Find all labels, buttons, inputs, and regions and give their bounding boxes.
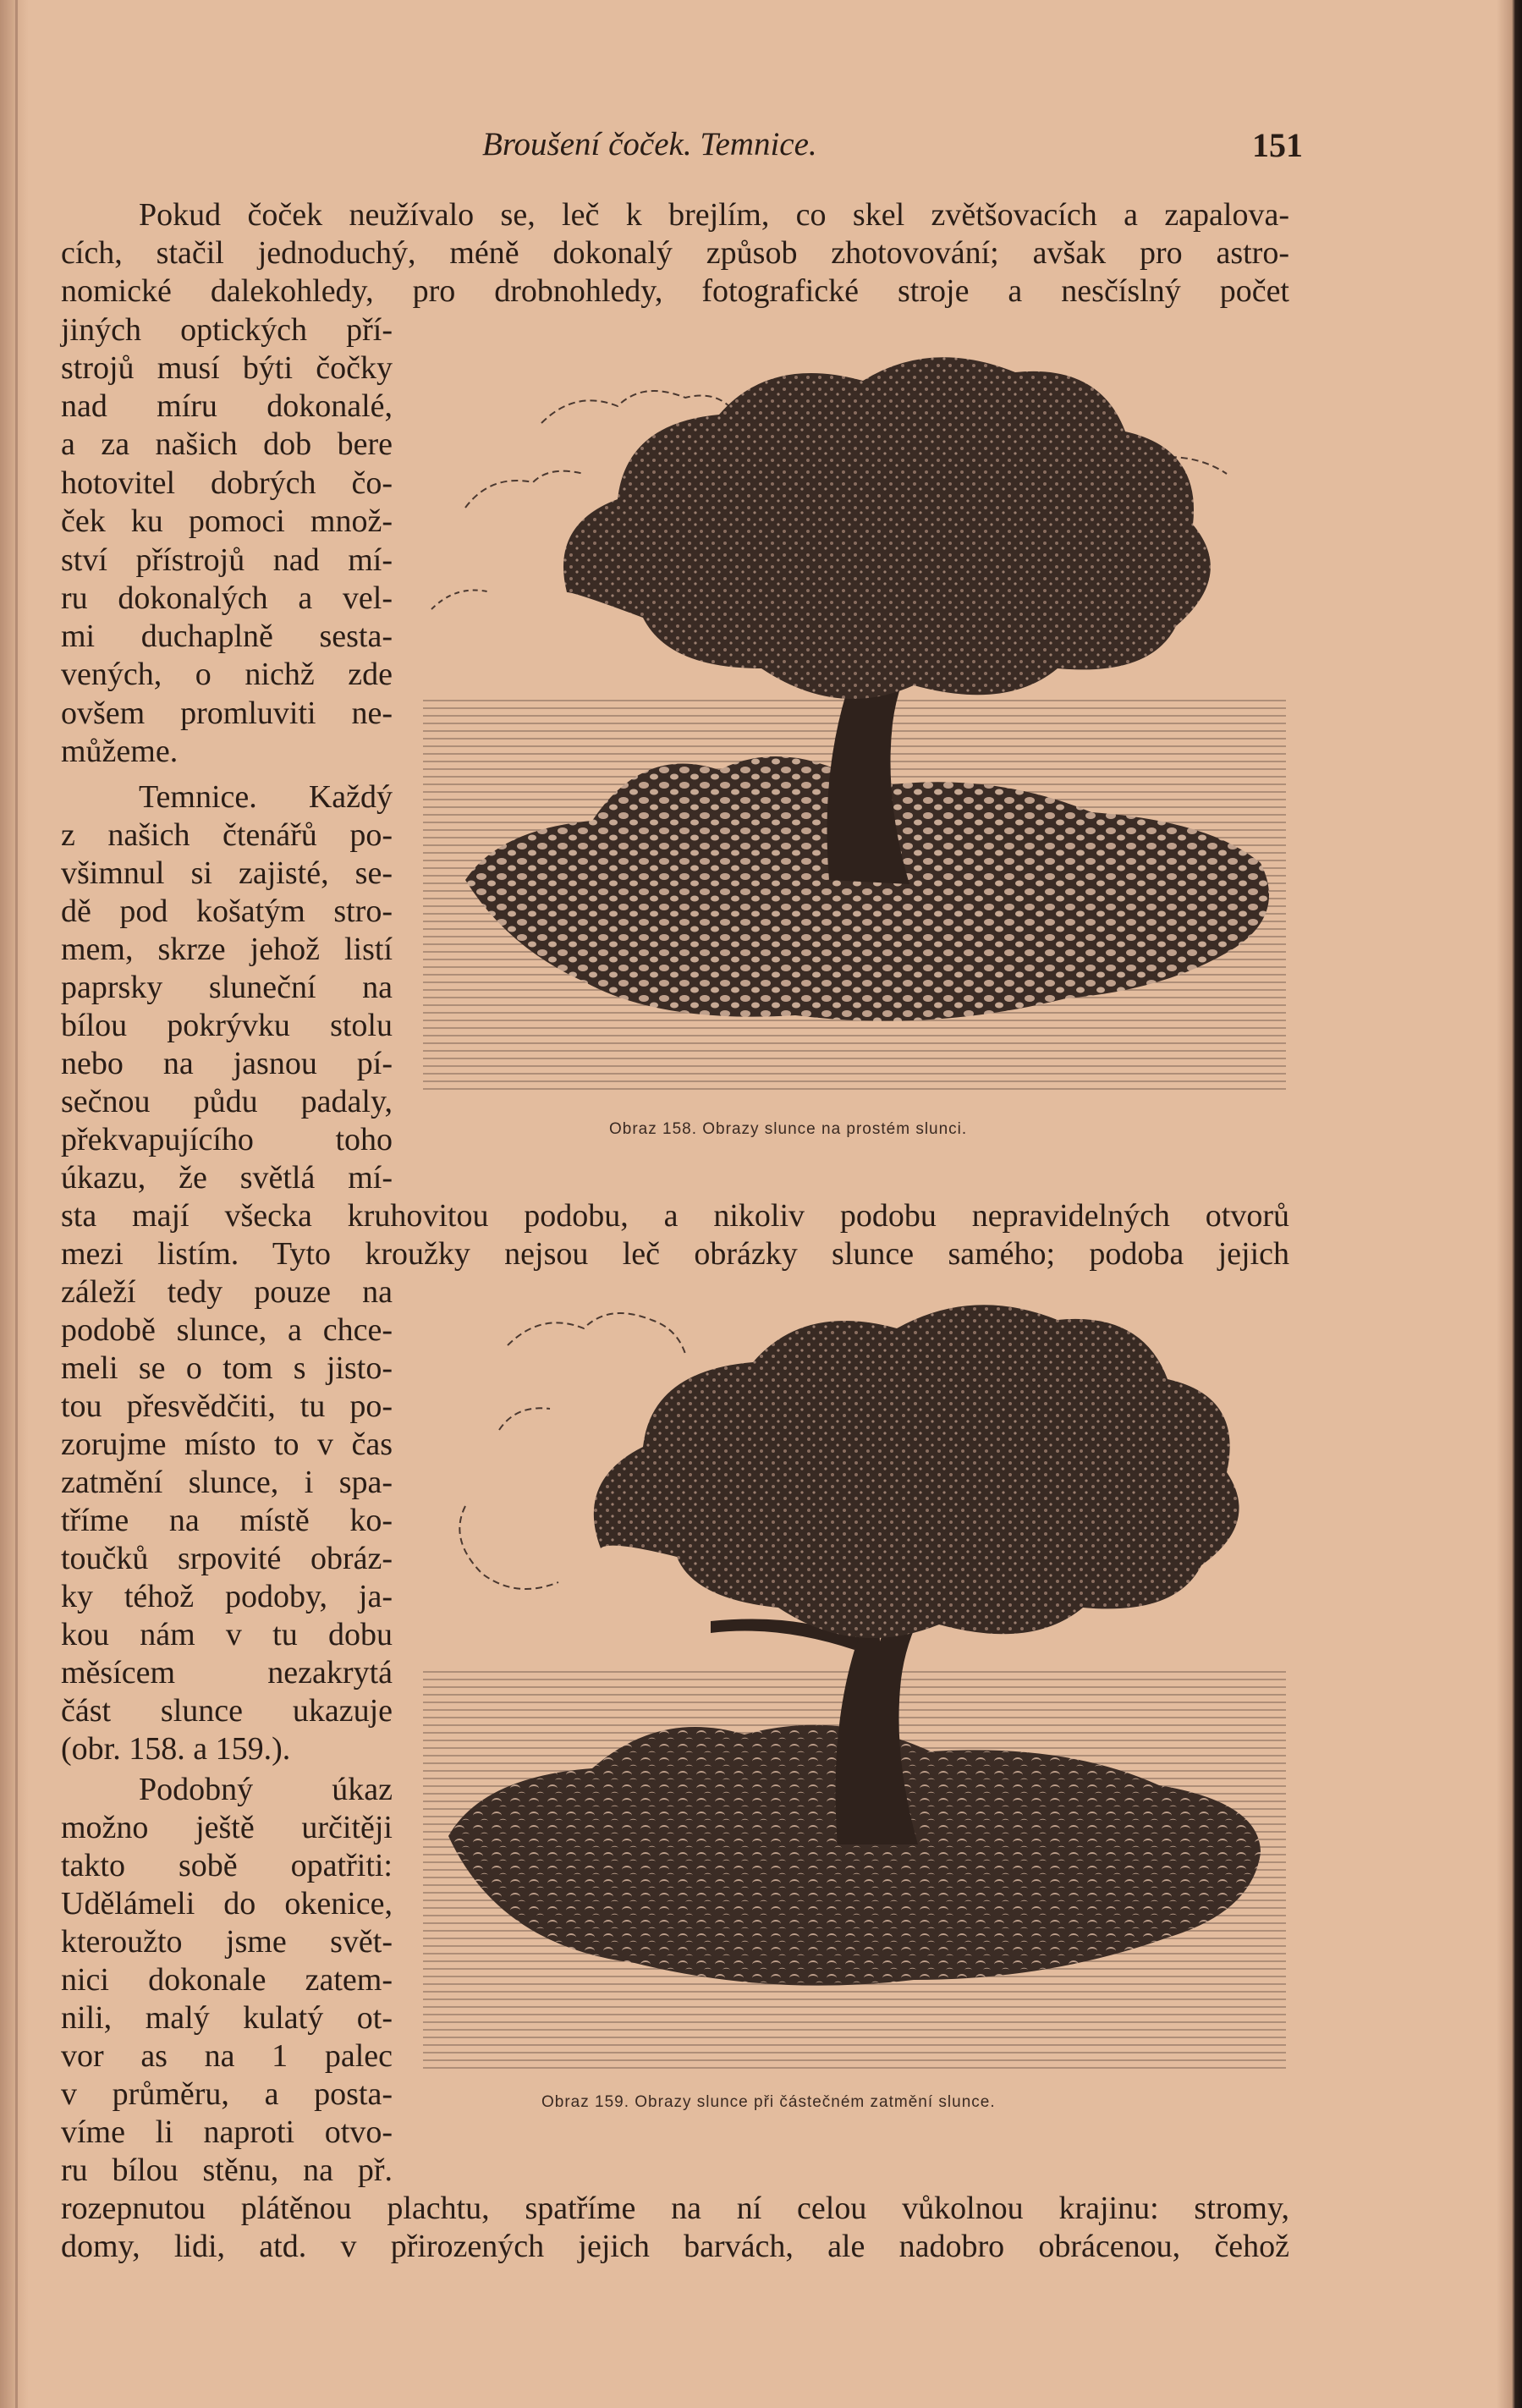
text-line: bílou pokrývku stolu	[61, 1008, 393, 1043]
text-line: překvapujícího toho	[61, 1122, 393, 1157]
page-number: 151	[1252, 126, 1303, 164]
text-line: ovšem promluviti ne-	[61, 695, 393, 731]
text-line: nili, malý kulatý ot-	[61, 2000, 393, 2036]
text-line: domy, lidi, atd. v přirozených jejich barvách, ale nadobro obrácenou, čehož	[61, 2229, 1289, 2264]
text-line: nomické dalekohledy, pro drobnohledy, fotografické stroje a nesčíslný počet	[61, 273, 1289, 309]
text-line: tříme na místě ko-	[61, 1503, 393, 1538]
text-line: ky téhož podoby, ja-	[61, 1579, 393, 1614]
text-line: mezi listím. Tyto kroužky nejsou leč obrázky slunce samého; podoba jejich	[61, 1236, 1289, 1272]
text-line: paprsky sluneční na	[61, 970, 393, 1005]
text-line: Pokud čoček neužívalo se, leč k brejlím, co skel zvětšovacích a zapalova-	[139, 197, 1289, 233]
text-line: ru dokonalých a vel-	[61, 580, 393, 616]
text-line: můžeme.	[61, 734, 179, 769]
text-line: Temnice. Každý	[139, 779, 393, 815]
text-line: meli se o tom s jisto-	[61, 1350, 393, 1386]
figure-caption-158: Obraz 158. Obrazy slunce na prostém slunci.	[609, 1120, 968, 1138]
text-line: Udělámeli do okenice,	[61, 1886, 393, 1921]
text-line: toučků srpovité obráz-	[61, 1541, 393, 1576]
figure-158	[415, 338, 1303, 1142]
tree-illustration-158	[415, 338, 1303, 1117]
text-line: ství přístrojů nad mí-	[61, 542, 393, 578]
text-line: takto sobě opatřiti:	[61, 1848, 393, 1883]
text-line: cích, stačil jednoduchý, méně dokonalý způsob zhotovování; avšak pro astro-	[61, 235, 1289, 271]
figure-caption-159: Obraz 159. Obrazy slunce při částečném zatmění slunce.	[541, 2093, 996, 2111]
text-line: kou nám v tu dobu	[61, 1617, 393, 1652]
text-line: sta mají všecka kruhovitou podobu, a nikoliv podobu nepravidelných otvorů	[61, 1198, 1289, 1234]
text-line: podobě slunce, a chce-	[61, 1312, 393, 1348]
text-line: nebo na jasnou pí-	[61, 1046, 393, 1081]
text-line: hotovitel dobrých čo-	[61, 465, 393, 501]
text-line: možno ještě určitěji	[61, 1810, 393, 1845]
text-line: vor as na 1 palec	[61, 2038, 393, 2074]
text-line: všimnul si zajisté, se-	[61, 855, 393, 891]
text-line: nici dokonale zatem-	[61, 1962, 393, 1998]
text-line: a za našich dob bere	[61, 426, 393, 462]
text-line: mi duchaplně sesta-	[61, 618, 393, 654]
text-line: nad míru dokonalé,	[61, 388, 393, 424]
text-line: dě pod košatým stro-	[61, 893, 393, 929]
tree-illustration-159	[415, 1295, 1303, 2090]
text-line: strojů musí býti čočky	[61, 350, 393, 386]
text-line: zatmění slunce, i spa-	[61, 1465, 393, 1500]
page-edge-left	[0, 0, 29, 2408]
figure-159	[415, 1295, 1303, 2124]
page-header	[482, 125, 1303, 176]
text-line: vených, o nichž zde	[61, 657, 393, 692]
text-line: sečnou půdu padaly,	[61, 1084, 393, 1119]
text-line: ru bílou stěnu, na př.	[61, 2152, 393, 2188]
text-line: z našich čtenářů po-	[61, 817, 393, 853]
text-line: (obr. 158. a 159.).	[61, 1731, 291, 1767]
page-gutter-line	[15, 0, 18, 2408]
text-line: úkazu, že světlá mí-	[61, 1160, 393, 1196]
text-line: v průměru, a posta-	[61, 2076, 393, 2112]
text-line: jiných optických pří-	[61, 312, 393, 348]
page-edge-right	[1497, 0, 1522, 2408]
text-line: ček ku pomoci množ-	[61, 503, 393, 539]
text-line: zorujme místo to v čas	[61, 1427, 393, 1462]
text-line: rozepnutou plátěnou plachtu, spatříme na ní celou vůkolnou krajinu: stromy,	[61, 2191, 1289, 2226]
text-line: víme li naproti otvo-	[61, 2114, 393, 2150]
text-line: měsícem nezakrytá	[61, 1655, 393, 1691]
running-title: Broušení čoček. Temnice.	[482, 126, 817, 162]
text-line: záleží tedy pouze na	[61, 1274, 393, 1310]
text-line: část slunce ukazuje	[61, 1693, 393, 1729]
text-line: kteroužto jsme svět-	[61, 1924, 393, 1960]
text-line: tou přesvědčiti, tu po-	[61, 1388, 393, 1424]
text-line: Podobný úkaz	[139, 1772, 393, 1807]
text-line: mem, skrze jehož listí	[61, 932, 393, 967]
